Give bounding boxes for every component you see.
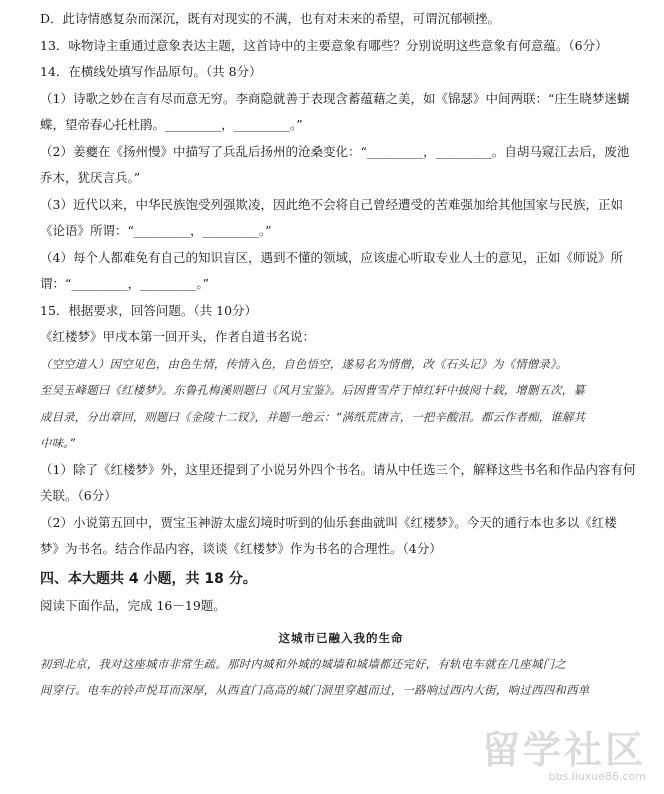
q15-item-1-cont: 关联。（6分） (40, 488, 117, 503)
q14-item-4-cont: 谓：“_________，_________。” (40, 276, 210, 291)
reading-instruction: 阅读下面作品，完成 16－19题。 (40, 597, 226, 613)
question-14: 14．在横线处填写作品原句。（共 8分） (40, 64, 262, 79)
q14-item-4: （4）每个人都难免有自己的知识盲区，遇到不懂的领域，应该虚心听取专业人士的意见，正如《师说》所 (40, 249, 623, 265)
q14-item-1: （1）诗歌之妙在言有尽而意无穷。李商隐就善于表现含蓄蕴藉之美，如《锦瑟》中间两联：“庄生晓梦迷蝴 (40, 90, 630, 106)
q15-item-1: （1）除了《红楼梦》外，这里还提到了小说另外四个书名。请从中任选三个，解释这些书名和作品内容有何 (40, 461, 636, 477)
q14-item-2: （2）姜夔在《扬州慢》中描写了兵乱后扬州的沧桑变化：“_________，_________。自胡马窥江去后，废池 (40, 143, 630, 159)
quote-line-2: 至吴玉峰题曰《红楼梦》。东鲁孔梅溪则题曰《风月宝鉴》。后因曹雪芹于悼红轩中披阅十载，增删五次，纂 (40, 383, 585, 397)
q14-item-1-cont: 蝶，望帝春心托杜鹃。_________，_________。” (40, 117, 303, 132)
q15-item-2: （2）小说第五回中，贾宝玉神游太虚幻境时听到的仙乐套曲就叫《红楼梦》。今天的通行本也多以《红楼 (40, 514, 617, 530)
quote-line-1: （空空道人）因空见色，由色生情，传情入色，自色悟空，遂易名为情僧，改《石头记》为《情僧录》。 (40, 356, 568, 371)
quote-line-3: 成目录，分出章回，则题曰《金陵十二钗》，并题一绝云：“满纸荒唐言，一把辛酸泪。都云作者痴，谁解其 (40, 409, 586, 424)
question-15: 15．根据要求，回答问题。（共 10分） (40, 302, 258, 318)
quote-line-4: 中味。” (40, 436, 76, 450)
q15-item-2-cont: 梦》为书名。结合作品内容，谈谈《红楼梦》作为书名的合理性。（4分） (40, 541, 442, 556)
watermark-logo: 留学社区 (481, 728, 646, 772)
article-line-1: 初到北京，我对这座城市非常生疏。那时内城和外城的城墙和城墙都还完好，有轨电车就在几座城门之 (40, 657, 567, 671)
article-line-2: 间穿行。电车的铃声悦耳而深厚，从西直门高高的城门洞里穿越而过，一路响过西内大街，响过西四和西单 (40, 683, 590, 697)
option-d: D．此诗情感复杂而深沉，既有对现实的不满，也有对未来的希望，可谓沉郁顿挫。 (40, 11, 501, 26)
section-four-heading: 四、本大题共 4 小题，共 18 分。 (40, 570, 257, 587)
q14-item-3: （3）近代以来，中华民族饱受列强欺凌，因此绝不会将自己曾经遭受的苦难强加给其他国家与民族，正如 (40, 196, 623, 212)
watermark-url: bbs.liuxue86.com (548, 770, 646, 783)
q14-item-2-cont: 乔木，犹厌言兵。” (40, 170, 141, 185)
q14-item-3-cont: 《论语》所谓：“_________，_________。” (40, 223, 272, 238)
question-13: 13．咏物诗主重通过意象表达主题，这首诗中的主要意象有哪些？分别说明这些意象有何意蕴。（6分） (40, 37, 608, 53)
article-title: 这城市已融入我的生命 (278, 631, 404, 645)
q15-intro: 《红楼梦》甲戌本第一回开头，作者自道书名说： (40, 329, 316, 344)
